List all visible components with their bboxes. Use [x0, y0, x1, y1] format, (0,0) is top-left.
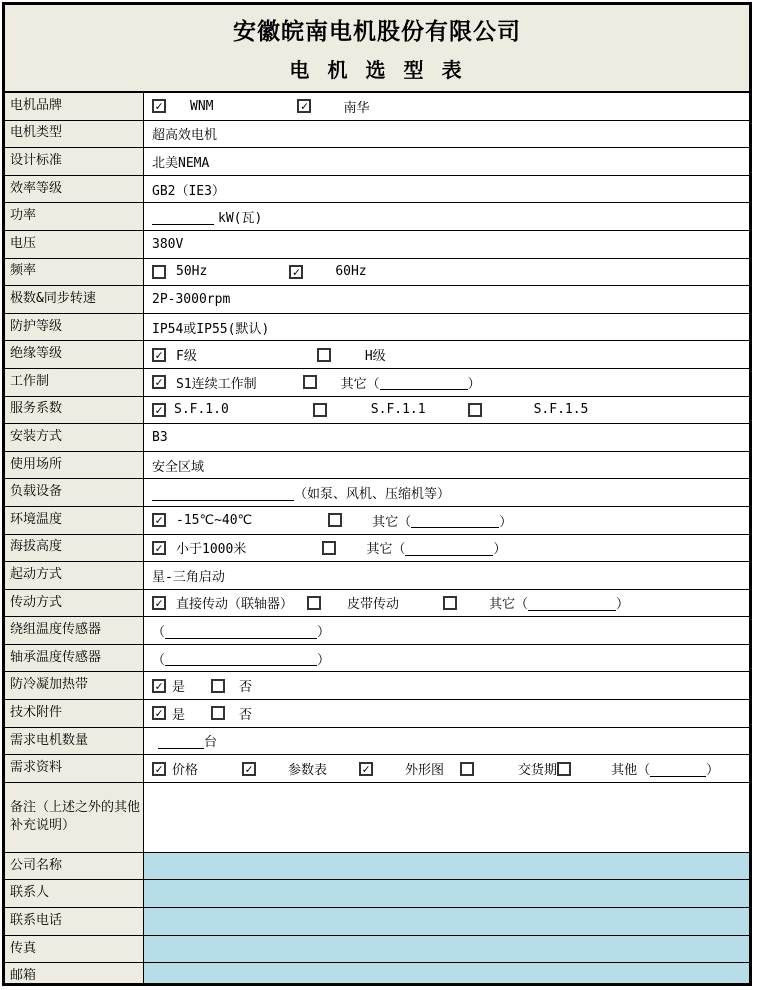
- option-label: 台: [204, 735, 218, 751]
- contact-input-cell[interactable]: [144, 853, 749, 880]
- option-label: 其他（: [611, 763, 651, 779]
- row-label: [5, 93, 144, 120]
- row-label-text: 负载设备: [10, 484, 63, 500]
- row-value-cell[interactable]: [144, 424, 749, 451]
- checkbox-checked-icon[interactable]: ✓: [297, 99, 311, 113]
- option-label: S1连续工作制: [176, 376, 257, 392]
- option-label: 否: [239, 680, 253, 696]
- form-rows: [5, 93, 749, 986]
- form-row: [5, 286, 749, 314]
- form-row: [5, 728, 749, 756]
- option-label: kW(瓦): [218, 211, 263, 227]
- row-label-text: 海拔高度: [10, 539, 63, 555]
- row-value-text: 安全区域: [152, 459, 205, 475]
- checkbox-checked-icon[interactable]: ✓: [359, 762, 373, 776]
- option-label: 参数表: [288, 763, 328, 779]
- form-row: [5, 672, 749, 700]
- form-row: [5, 783, 749, 853]
- checkbox-checked-icon[interactable]: ✓: [289, 265, 303, 279]
- option-label: WNM: [190, 98, 214, 114]
- checkbox-unchecked-icon[interactable]: [322, 541, 336, 555]
- checkbox-checked-icon[interactable]: ✓: [152, 679, 166, 693]
- checkbox-checked-icon[interactable]: ✓: [152, 762, 166, 776]
- row-label-text: 功率: [10, 208, 37, 224]
- checkbox-unchecked-icon[interactable]: [307, 596, 321, 610]
- row-label: [5, 908, 144, 935]
- row-label-text: 绝缘等级: [10, 346, 63, 362]
- row-label: [5, 755, 144, 782]
- row-label-text: 公司名称: [10, 857, 63, 873]
- row-value-cell[interactable]: [144, 148, 749, 175]
- option-label: 60Hz: [335, 264, 367, 280]
- row-value-cell[interactable]: [144, 397, 749, 424]
- row-label-text: 防冷凝加热带: [10, 677, 89, 693]
- row-label-text: 轴承温度传感器: [10, 649, 102, 665]
- option-label: ）: [317, 652, 331, 668]
- row-label-text: 效率等级: [10, 180, 63, 196]
- row-value-cell[interactable]: [144, 479, 749, 506]
- blank-underline-field[interactable]: [650, 761, 706, 777]
- row-label: [5, 880, 144, 907]
- contact-input-cell[interactable]: [144, 936, 749, 963]
- option-label: ）: [317, 625, 331, 641]
- row-label-text: 绕组温度传感器: [10, 622, 102, 638]
- checkbox-checked-icon[interactable]: ✓: [152, 541, 166, 555]
- checkbox-unchecked-icon[interactable]: [468, 403, 482, 417]
- form-row: [5, 93, 749, 121]
- row-label-text: 环境温度: [10, 511, 63, 527]
- form-row: [5, 341, 749, 369]
- form-header: [5, 5, 749, 93]
- option-label: ）: [493, 542, 507, 558]
- form-row: [5, 880, 749, 908]
- blank-underline-field[interactable]: [165, 623, 317, 639]
- form-row: [5, 535, 749, 563]
- row-label: [5, 853, 144, 880]
- row-label: [5, 672, 144, 699]
- blank-underline-field[interactable]: [380, 374, 468, 390]
- form-row: [5, 121, 749, 149]
- row-value-cell[interactable]: [144, 259, 749, 286]
- motor-selection-form: [2, 2, 752, 986]
- row-value-cell[interactable]: [144, 203, 749, 230]
- blank-underline-field[interactable]: [152, 485, 294, 501]
- checkbox-unchecked-icon[interactable]: [303, 375, 317, 389]
- row-value-cell[interactable]: [144, 452, 749, 479]
- option-label: 外形图: [405, 763, 445, 779]
- blank-underline-field[interactable]: [158, 733, 204, 749]
- checkbox-unchecked-icon[interactable]: [328, 513, 342, 527]
- form-row: [5, 963, 749, 986]
- form-row: [5, 755, 749, 783]
- row-value-cell[interactable]: [144, 535, 749, 562]
- option-label: -15℃~40℃: [176, 512, 253, 528]
- option-label: ）: [499, 514, 513, 530]
- row-value-text: 2P-3000rpm: [152, 291, 231, 307]
- row-value-cell[interactable]: [144, 369, 749, 396]
- checkbox-checked-icon[interactable]: ✓: [152, 706, 166, 720]
- option-label: 否: [239, 707, 253, 723]
- row-label-text: 邮箱: [10, 968, 37, 984]
- row-label-text: 电机品牌: [10, 97, 63, 113]
- checkbox-checked-icon[interactable]: ✓: [152, 348, 166, 362]
- option-label: ）: [706, 763, 720, 779]
- row-label-text: 传动方式: [10, 594, 63, 610]
- option-label: S.F.1.1: [370, 402, 426, 418]
- row-value-cell[interactable]: [144, 728, 749, 755]
- row-value-text: B3: [152, 429, 168, 445]
- checkbox-unchecked-icon[interactable]: [211, 679, 225, 693]
- option-label: S.F.1.5: [533, 402, 589, 418]
- option-label: F级: [176, 349, 197, 365]
- row-label: [5, 936, 144, 963]
- row-label-text: 使用场所: [10, 456, 63, 472]
- checkbox-unchecked-icon[interactable]: [313, 403, 327, 417]
- row-value-text: GB2（IE3）: [152, 183, 225, 199]
- row-value-cell[interactable]: [144, 590, 749, 617]
- row-label: [5, 286, 144, 313]
- row-label: [5, 700, 144, 727]
- checkbox-checked-icon[interactable]: ✓: [152, 596, 166, 610]
- row-value-text: 北美NEMA: [152, 155, 210, 171]
- option-label: （: [152, 652, 166, 668]
- blank-underline-field[interactable]: [528, 595, 616, 611]
- checkbox-checked-icon[interactable]: ✓: [152, 99, 166, 113]
- option-label: 是: [172, 680, 186, 696]
- form-row: [5, 700, 749, 728]
- checkbox-checked-icon[interactable]: ✓: [152, 403, 166, 417]
- option-label: 其它（: [489, 597, 529, 613]
- checkbox-unchecked-icon[interactable]: [211, 706, 225, 720]
- row-value-text: 超高效电机: [152, 128, 218, 144]
- option-label: （如泵、风机、压缩机等）: [294, 487, 451, 503]
- row-label-text: 安装方式: [10, 429, 63, 444]
- row-label: [5, 397, 144, 424]
- row-value-cell[interactable]: [144, 314, 749, 341]
- row-value-text: 星-三角启动: [152, 569, 225, 585]
- row-label: [5, 507, 144, 534]
- row-label: [5, 963, 144, 986]
- option-label: S.F.1.0: [174, 402, 229, 418]
- form-title: 电 机 选 型 表: [289, 58, 465, 82]
- option-label: ）: [616, 597, 630, 613]
- row-label: [5, 203, 144, 230]
- row-value-cell[interactable]: [144, 286, 749, 313]
- form-row: [5, 397, 749, 425]
- checkbox-unchecked-icon[interactable]: [317, 348, 331, 362]
- checkbox-checked-icon[interactable]: ✓: [152, 375, 166, 389]
- row-value-cell[interactable]: [144, 672, 749, 699]
- row-label: [5, 176, 144, 203]
- form-row: [5, 617, 749, 645]
- option-label: 交货期: [518, 763, 558, 779]
- row-label-text: 传真: [10, 940, 37, 956]
- row-value-cell[interactable]: [144, 341, 749, 368]
- blank-underline-field[interactable]: [411, 512, 499, 528]
- row-label: [5, 617, 144, 644]
- row-value-cell[interactable]: [144, 176, 749, 203]
- row-label-text: 电压: [10, 235, 37, 251]
- row-label-text: 联系电话: [10, 912, 63, 928]
- form-row: [5, 908, 749, 936]
- row-value-cell[interactable]: [144, 121, 749, 148]
- checkbox-unchecked-icon[interactable]: [460, 762, 474, 776]
- form-row: [5, 176, 749, 204]
- option-label: 其它（: [372, 514, 412, 530]
- option-label: 其它（: [340, 376, 380, 392]
- checkbox-unchecked-icon[interactable]: [152, 265, 166, 279]
- row-value-cell[interactable]: [144, 700, 749, 727]
- form-row: [5, 148, 749, 176]
- row-label-text: 需求电机数量: [10, 732, 89, 748]
- option-label: 其它（: [366, 542, 406, 558]
- form-row: [5, 231, 749, 259]
- row-value-cell[interactable]: [144, 507, 749, 534]
- row-value-text: IP54或IP55(默认): [152, 321, 270, 337]
- row-label-text: 极数&同步转速: [10, 291, 96, 307]
- row-label: [5, 590, 144, 617]
- option-label: （: [152, 625, 166, 641]
- option-label: 50Hz: [176, 264, 208, 280]
- row-label-text: 频率: [10, 263, 37, 279]
- row-label: [5, 562, 144, 589]
- row-label: [5, 121, 144, 148]
- row-value-cell[interactable]: [144, 231, 749, 258]
- row-label-text: 技术附件: [10, 704, 63, 720]
- row-label: [5, 645, 144, 672]
- row-label-text: 工作制: [10, 373, 50, 389]
- row-value-cell[interactable]: [144, 645, 749, 672]
- contact-input-cell[interactable]: [144, 880, 749, 907]
- row-label-text: 防护等级: [10, 318, 63, 334]
- form-row: [5, 424, 749, 452]
- form-row: [5, 562, 749, 590]
- row-value-cell[interactable]: [144, 562, 749, 589]
- checkbox-unchecked-icon[interactable]: [557, 762, 571, 776]
- row-label: [5, 452, 144, 479]
- row-label-text: 设计标准: [10, 153, 63, 169]
- row-value-cell[interactable]: [144, 783, 749, 852]
- blank-underline-field[interactable]: [152, 209, 214, 225]
- option-label: ）: [467, 376, 481, 392]
- row-value-cell[interactable]: [144, 93, 749, 120]
- blank-underline-field[interactable]: [405, 540, 493, 556]
- option-label: 是: [172, 707, 186, 723]
- blank-underline-field[interactable]: [165, 650, 317, 666]
- row-label: [5, 535, 144, 562]
- row-label-text: 服务系数: [10, 401, 63, 417]
- checkbox-checked-icon[interactable]: ✓: [152, 513, 166, 527]
- row-label: [5, 479, 144, 506]
- row-value-text: 380V: [152, 236, 184, 252]
- form-row: [5, 853, 749, 881]
- contact-input-cell[interactable]: [144, 908, 749, 935]
- row-label-text: 备注（上述之外的其他补充说明）: [10, 799, 141, 834]
- form-row: [5, 452, 749, 480]
- contact-input-cell[interactable]: [144, 963, 749, 986]
- option-label: 价格: [172, 763, 199, 779]
- option-label: 直接传动（联轴器）: [176, 597, 294, 613]
- form-row: [5, 590, 749, 618]
- row-label: [5, 728, 144, 755]
- checkbox-unchecked-icon[interactable]: [443, 596, 457, 610]
- form-row: [5, 259, 749, 287]
- row-label: [5, 369, 144, 396]
- row-value-cell[interactable]: [144, 755, 749, 782]
- row-label: [5, 259, 144, 286]
- row-label: [5, 231, 144, 258]
- row-label: [5, 314, 144, 341]
- form-row: [5, 369, 749, 397]
- row-label-text: 起动方式: [10, 566, 63, 582]
- row-label-text: 需求资料: [10, 760, 63, 776]
- option-label: 小于1000米: [176, 542, 247, 558]
- form-row: [5, 479, 749, 507]
- option-label: 南华: [343, 100, 370, 116]
- row-label: [5, 148, 144, 175]
- form-row: [5, 314, 749, 342]
- form-row: [5, 203, 749, 231]
- row-label: [5, 424, 144, 451]
- row-label: [5, 783, 144, 852]
- company-title: 安徽皖南电机股份有限公司: [233, 19, 521, 45]
- row-label-text: 联系人: [10, 885, 50, 901]
- checkbox-checked-icon[interactable]: ✓: [242, 762, 256, 776]
- row-label: [5, 341, 144, 368]
- form-row: [5, 936, 749, 964]
- option-label: H级: [364, 349, 386, 365]
- row-label-text: 电机类型: [10, 125, 63, 141]
- form-row: [5, 507, 749, 535]
- option-label: 皮带传动: [347, 597, 400, 613]
- row-value-cell[interactable]: [144, 617, 749, 644]
- form-row: [5, 645, 749, 673]
